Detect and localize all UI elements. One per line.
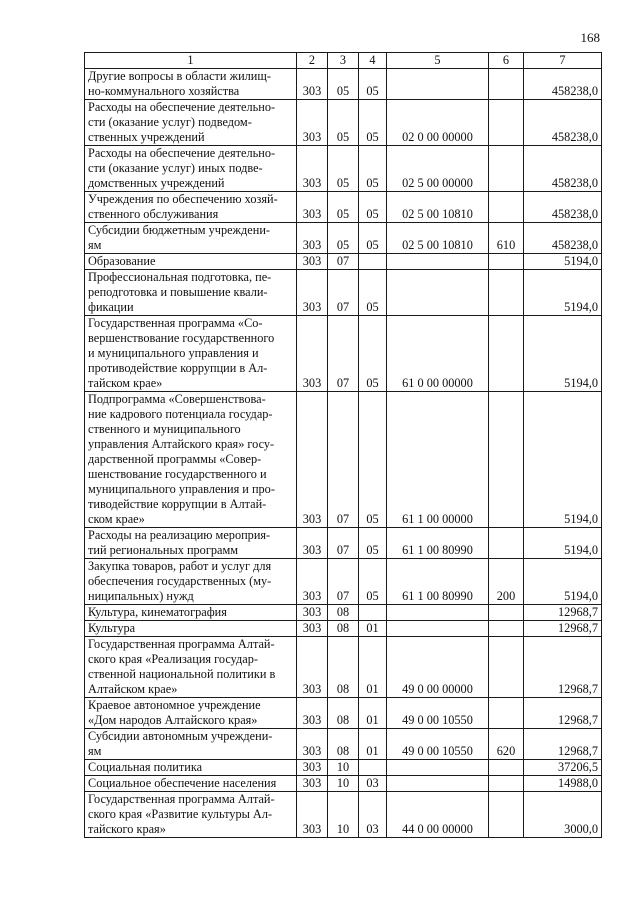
- target-article-code: 61 1 00 80990: [387, 528, 489, 559]
- description-line: обеспечения государственных (му-: [88, 574, 272, 588]
- row-description: [85, 760, 297, 776]
- header-cell: 1: [85, 53, 297, 69]
- agency-code: 303: [297, 69, 328, 100]
- target-article-code: [387, 254, 489, 270]
- subsection-code: 05: [359, 192, 387, 223]
- description-line: ском крае»: [88, 512, 145, 526]
- table-row: [85, 270, 602, 316]
- subsection-code: 05: [359, 69, 387, 100]
- agency-code: 303: [297, 729, 328, 760]
- table-row: [85, 392, 602, 528]
- table-row: [85, 146, 602, 192]
- section-code: 08: [328, 637, 359, 698]
- amount: 3000,0: [524, 792, 602, 838]
- target-article-code: [387, 605, 489, 621]
- amount: 5194,0: [524, 254, 602, 270]
- subsection-code: 01: [359, 637, 387, 698]
- description-line: Другие вопросы в области жилищ-: [88, 69, 271, 83]
- amount: 12968,7: [524, 637, 602, 698]
- description-line: ственного и муниципального: [88, 422, 241, 436]
- expense-type-code: [489, 698, 524, 729]
- expense-type-code: [489, 760, 524, 776]
- section-code: 07: [328, 316, 359, 392]
- target-article-code: [387, 760, 489, 776]
- row-description: [85, 392, 297, 528]
- header-cell: 4: [359, 53, 387, 69]
- amount: 5194,0: [524, 270, 602, 316]
- description-line: Культура: [88, 621, 136, 635]
- amount: 5194,0: [524, 316, 602, 392]
- subsection-code: 01: [359, 698, 387, 729]
- description-line: муниципального управления и про-: [88, 482, 275, 496]
- subsection-code: [359, 605, 387, 621]
- row-description: [85, 270, 297, 316]
- description-line: ственных учреждений: [88, 130, 205, 144]
- header-cell: 6: [489, 53, 524, 69]
- table-header-row: [85, 53, 602, 69]
- section-code: 05: [328, 192, 359, 223]
- target-article-code: 61 1 00 80990: [387, 559, 489, 605]
- amount: 14988,0: [524, 776, 602, 792]
- header-cell: 7: [524, 53, 602, 69]
- subsection-code: 03: [359, 776, 387, 792]
- row-description: [85, 100, 297, 146]
- agency-code: 303: [297, 776, 328, 792]
- amount: 458238,0: [524, 146, 602, 192]
- section-code: 10: [328, 792, 359, 838]
- target-article-code: 49 0 00 00000: [387, 637, 489, 698]
- expense-type-code: 200: [489, 559, 524, 605]
- description-line: тий региональных программ: [88, 543, 239, 557]
- amount: 458238,0: [524, 100, 602, 146]
- description-line: тайского края»: [88, 822, 166, 836]
- description-line: ниципальных) нужд: [88, 589, 194, 603]
- expense-type-code: [489, 621, 524, 637]
- description-line: сти (оказание услуг) подведом-: [88, 115, 252, 129]
- table-row: [85, 100, 602, 146]
- row-description: [85, 146, 297, 192]
- row-description: [85, 316, 297, 392]
- header-cell: 5: [387, 53, 489, 69]
- table-row: [85, 729, 602, 760]
- description-line: Алтайском крае»: [88, 682, 178, 696]
- amount: 5194,0: [524, 392, 602, 528]
- description-line: Профессиональная подготовка, пе-: [88, 270, 272, 284]
- description-line: Образование: [88, 254, 156, 268]
- expense-type-code: [489, 316, 524, 392]
- agency-code: 303: [297, 100, 328, 146]
- description-line: дарственной программы «Совер-: [88, 452, 262, 466]
- row-description: [85, 621, 297, 637]
- target-article-code: 49 0 00 10550: [387, 729, 489, 760]
- expense-type-code: [489, 254, 524, 270]
- description-line: «Дом народов Алтайского края»: [88, 713, 258, 727]
- description-line: тайском крае»: [88, 376, 163, 390]
- row-description: [85, 69, 297, 100]
- table-row: [85, 760, 602, 776]
- row-description: [85, 254, 297, 270]
- description-line: противодействие коррупции в Ал-: [88, 361, 268, 375]
- table-row: [85, 254, 602, 270]
- table-row: [85, 528, 602, 559]
- description-line: ние кадрового потенциала государ-: [88, 407, 273, 421]
- subsection-code: 05: [359, 528, 387, 559]
- target-article-code: [387, 621, 489, 637]
- agency-code: 303: [297, 528, 328, 559]
- description-line: шенствование государственного и: [88, 467, 267, 481]
- expense-type-code: [489, 776, 524, 792]
- description-line: домственных учреждений: [88, 176, 225, 190]
- expense-type-code: 610: [489, 223, 524, 254]
- target-article-code: 44 0 00 00000: [387, 792, 489, 838]
- table-row: [85, 792, 602, 838]
- row-description: [85, 192, 297, 223]
- description-line: Расходы на обеспечение деятельно-: [88, 100, 276, 114]
- table-row: [85, 621, 602, 637]
- table-row: [85, 698, 602, 729]
- target-article-code: 02 5 00 00000: [387, 146, 489, 192]
- subsection-code: 05: [359, 223, 387, 254]
- target-article-code: [387, 270, 489, 316]
- row-description: [85, 528, 297, 559]
- subsection-code: 05: [359, 100, 387, 146]
- expense-type-code: [489, 392, 524, 528]
- subsection-code: [359, 254, 387, 270]
- amount: 458238,0: [524, 69, 602, 100]
- agency-code: 303: [297, 223, 328, 254]
- target-article-code: 02 5 00 10810: [387, 223, 489, 254]
- description-line: сти (оказание услуг) иных подве-: [88, 161, 263, 175]
- row-description: [85, 698, 297, 729]
- agency-code: 303: [297, 559, 328, 605]
- amount: 12968,7: [524, 605, 602, 621]
- description-line: ям: [88, 744, 102, 758]
- subsection-code: 05: [359, 270, 387, 316]
- section-code: 10: [328, 776, 359, 792]
- amount: 12968,7: [524, 729, 602, 760]
- row-description: [85, 605, 297, 621]
- description-line: Культура, кинематография: [88, 605, 227, 619]
- section-code: 05: [328, 223, 359, 254]
- row-description: [85, 776, 297, 792]
- amount: 12968,7: [524, 621, 602, 637]
- agency-code: 303: [297, 698, 328, 729]
- subsection-code: 05: [359, 146, 387, 192]
- amount: 37206,5: [524, 760, 602, 776]
- expense-type-code: [489, 605, 524, 621]
- subsection-code: 01: [359, 729, 387, 760]
- table-row: [85, 605, 602, 621]
- amount: 12968,7: [524, 698, 602, 729]
- description-line: Социальное обеспечение населения: [88, 776, 277, 790]
- section-code: 08: [328, 698, 359, 729]
- table-row: [85, 192, 602, 223]
- section-code: 07: [328, 392, 359, 528]
- agency-code: 303: [297, 192, 328, 223]
- description-line: Социальная политика: [88, 760, 203, 774]
- target-article-code: 61 1 00 00000: [387, 392, 489, 528]
- agency-code: 303: [297, 760, 328, 776]
- expense-type-code: [489, 192, 524, 223]
- description-line: ственного обслуживания: [88, 207, 219, 221]
- expense-type-code: [489, 100, 524, 146]
- subsection-code: 03: [359, 792, 387, 838]
- description-line: реподготовка и повышение квали-: [88, 285, 268, 299]
- target-article-code: [387, 776, 489, 792]
- header-cell: 3: [328, 53, 359, 69]
- target-article-code: 02 0 00 00000: [387, 100, 489, 146]
- description-line: вершенствование государственного: [88, 331, 275, 345]
- row-description: [85, 559, 297, 605]
- row-description: [85, 637, 297, 698]
- agency-code: 303: [297, 621, 328, 637]
- section-code: 07: [328, 270, 359, 316]
- description-line: ского края «Развитие культуры Ал-: [88, 807, 273, 821]
- description-line: ского края «Реализация государ-: [88, 652, 258, 666]
- section-code: 10: [328, 760, 359, 776]
- expense-type-code: [489, 528, 524, 559]
- target-article-code: 61 0 00 00000: [387, 316, 489, 392]
- table-row: [85, 223, 602, 254]
- section-code: 08: [328, 729, 359, 760]
- target-article-code: 49 0 00 10550: [387, 698, 489, 729]
- table-row: [85, 637, 602, 698]
- amount: 458238,0: [524, 223, 602, 254]
- section-code: 05: [328, 146, 359, 192]
- table-row: [85, 69, 602, 100]
- header-cell: 2: [297, 53, 328, 69]
- description-line: Государственная программа Алтай-: [88, 637, 275, 651]
- description-line: Расходы на реализацию мероприя-: [88, 528, 271, 542]
- target-article-code: 02 5 00 10810: [387, 192, 489, 223]
- expense-type-code: [489, 146, 524, 192]
- description-line: Расходы на обеспечение деятельно-: [88, 146, 276, 160]
- description-line: Субсидии автономным учреждени-: [88, 729, 273, 743]
- amount: 458238,0: [524, 192, 602, 223]
- section-code: 08: [328, 605, 359, 621]
- section-code: 07: [328, 254, 359, 270]
- agency-code: 303: [297, 637, 328, 698]
- agency-code: 303: [297, 270, 328, 316]
- subsection-code: [359, 760, 387, 776]
- section-code: 05: [328, 69, 359, 100]
- row-description: [85, 223, 297, 254]
- description-line: Субсидии бюджетным учреждени-: [88, 223, 271, 237]
- page-number: 168: [580, 30, 600, 45]
- subsection-code: 05: [359, 559, 387, 605]
- amount: 5194,0: [524, 559, 602, 605]
- expense-type-code: [489, 792, 524, 838]
- description-line: Краевое автономное учреждение: [88, 698, 261, 712]
- agency-code: 303: [297, 316, 328, 392]
- section-code: 07: [328, 559, 359, 605]
- row-description: [85, 792, 297, 838]
- subsection-code: 05: [359, 316, 387, 392]
- agency-code: 303: [297, 146, 328, 192]
- subsection-code: 05: [359, 392, 387, 528]
- expense-type-code: [489, 270, 524, 316]
- expense-type-code: [489, 69, 524, 100]
- section-code: 08: [328, 621, 359, 637]
- row-description: [85, 729, 297, 760]
- section-code: 07: [328, 528, 359, 559]
- description-line: тиводействие коррупции в Алтай-: [88, 497, 267, 511]
- description-line: ям: [88, 238, 102, 252]
- target-article-code: [387, 69, 489, 100]
- table-row: [85, 776, 602, 792]
- budget-table: [84, 52, 602, 838]
- agency-code: 303: [297, 792, 328, 838]
- description-line: Государственная программа Алтай-: [88, 792, 275, 806]
- description-line: ственной национальной политики в: [88, 667, 276, 681]
- description-line: управления Алтайского края» госу-: [88, 437, 275, 451]
- subsection-code: 01: [359, 621, 387, 637]
- description-line: фикации: [88, 300, 134, 314]
- description-line: Подпрограмма «Совершенствова-: [88, 392, 266, 406]
- agency-code: 303: [297, 605, 328, 621]
- table-row: [85, 559, 602, 605]
- section-code: 05: [328, 100, 359, 146]
- description-line: Закупка товаров, работ и услуг для: [88, 559, 272, 573]
- agency-code: 303: [297, 254, 328, 270]
- expense-type-code: [489, 637, 524, 698]
- amount: 5194,0: [524, 528, 602, 559]
- description-line: но-коммунального хозяйства: [88, 84, 240, 98]
- expense-type-code: 620: [489, 729, 524, 760]
- description-line: и муниципального управления и: [88, 346, 259, 360]
- agency-code: 303: [297, 392, 328, 528]
- description-line: Государственная программа «Со-: [88, 316, 263, 330]
- description-line: Учреждения по обеспечению хозяй-: [88, 192, 278, 206]
- table-row: [85, 316, 602, 392]
